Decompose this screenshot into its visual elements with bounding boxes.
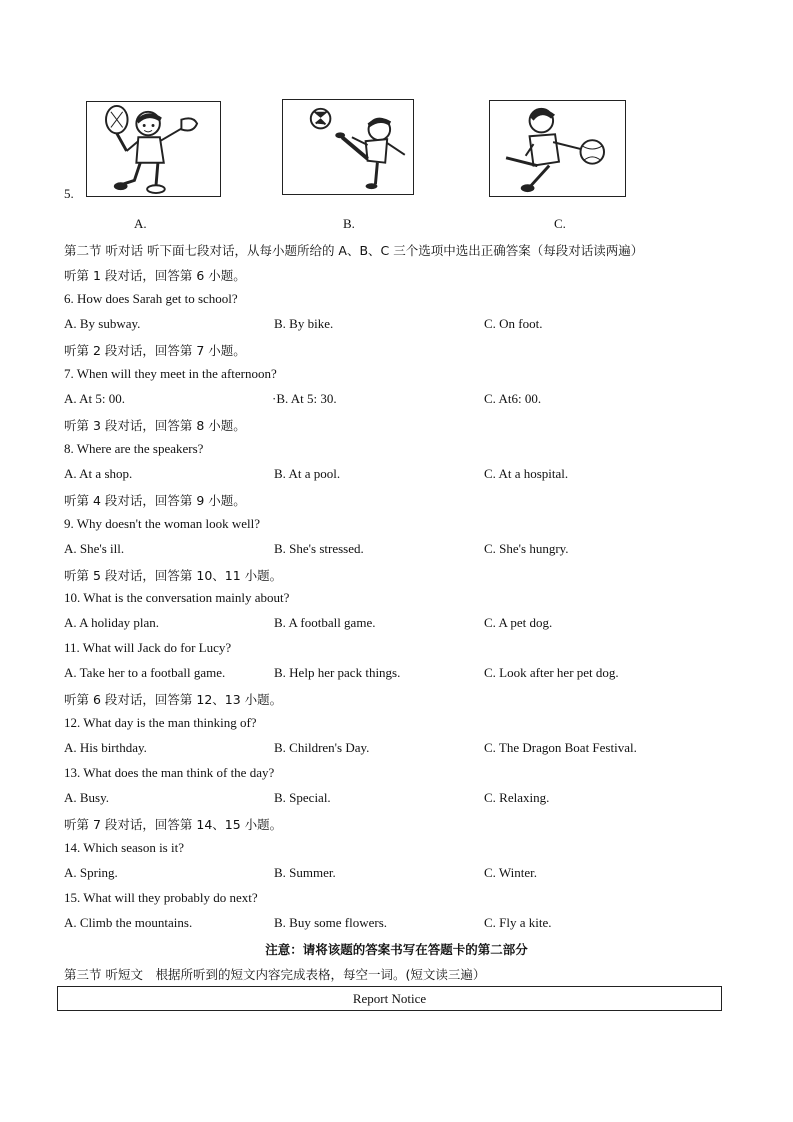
dialogue-7-intro: 听第 7 段对话，回答第 14、15 小题。 xyxy=(64,817,283,832)
q14-option-a: A. Spring. xyxy=(64,865,118,880)
tennis-boy-image xyxy=(86,101,221,197)
question-8: 8. Where are the speakers? xyxy=(64,441,204,456)
answer-sheet-notice: 注意：请将该题的答案书写在答题卡的第二部分 xyxy=(265,942,528,957)
q14-option-b: B. Summer. xyxy=(274,865,336,880)
q13-option-c: C. Relaxing. xyxy=(484,790,550,805)
q10-option-a: A. A holiday plan. xyxy=(64,615,159,630)
option-a-label: A. xyxy=(134,216,147,231)
option-c-label: C. xyxy=(554,216,566,231)
q11-option-a: A. Take her to a football game. xyxy=(64,665,226,680)
question-5-number: 5. xyxy=(64,186,74,201)
q6-option-c: C. On foot. xyxy=(484,316,543,331)
q7-option-c: C. At6: 00. xyxy=(484,391,542,406)
question-6: 6. How does Sarah get to school? xyxy=(64,291,238,306)
question-15: 15. What will they probably do next? xyxy=(64,890,258,905)
question-9: 9. Why doesn't the woman look well? xyxy=(64,516,260,531)
question-11: 11. What will Jack do for Lucy? xyxy=(64,640,232,655)
q9-option-b: B. She's stressed. xyxy=(274,541,364,556)
dialogue-3-intro: 听第 3 段对话，回答第 8 小题。 xyxy=(64,418,246,433)
question-12: 12. What day is the man thinking of? xyxy=(64,715,257,730)
q13-option-a: A. Busy. xyxy=(64,790,110,805)
q9-option-c: C. She's hungry. xyxy=(484,541,569,556)
dialogue-5-intro: 听第 5 段对话，回答第 10、11 小题。 xyxy=(64,568,283,583)
table-title: Report Notice xyxy=(352,991,427,1006)
q9-option-a: A. She's ill. xyxy=(64,541,125,556)
q7-option-b: ·B. At 5: 30. xyxy=(272,391,337,406)
option-b-label: B. xyxy=(343,216,355,231)
question-7: 7. When will they meet in the afternoon? xyxy=(64,366,277,381)
q10-option-b: B. A football game. xyxy=(274,615,376,630)
q8-option-c: C. At a hospital. xyxy=(484,466,569,481)
dialogue-2-intro: 听第 2 段对话，回答第 7 小题。 xyxy=(64,343,246,358)
section-3-instruction: 第三节 听短文 根据所听到的短文内容完成表格，每空一词。(短文读三遍） xyxy=(64,967,486,982)
dialogue-6-intro: 听第 6 段对话，回答第 12、13 小题。 xyxy=(64,692,283,707)
q6-option-a: A. By subway. xyxy=(64,316,141,331)
question-13: 13. What does the man think of the day? xyxy=(64,765,275,780)
question-14: 14. Which season is it? xyxy=(64,840,184,855)
q13-option-b: B. Special. xyxy=(274,790,331,805)
volleyball-boy-image xyxy=(489,100,626,197)
q10-option-c: C. A pet dog. xyxy=(484,615,553,630)
q12-option-c: C. The Dragon Boat Festival. xyxy=(484,740,637,755)
q14-option-c: C. Winter. xyxy=(484,865,538,880)
dialogue-1-intro: 听第 1 段对话，回答第 6 小题。 xyxy=(64,268,246,283)
q15-option-b: B. Buy some flowers. xyxy=(274,915,388,930)
q15-option-a: A. Climb the mountains. xyxy=(64,915,193,930)
report-notice-table xyxy=(57,986,722,1011)
q11-option-b: B. Help her pack things. xyxy=(274,665,401,680)
q11-option-c: C. Look after her pet dog. xyxy=(484,665,619,680)
q15-option-c: C. Fly a kite. xyxy=(484,915,552,930)
q12-option-b: B. Children's Day. xyxy=(274,740,370,755)
section-2-instruction: 第二节 听对话 听下面七段对话，从每小题所给的 A、B、C 三个选项中选出正确答案（每段对话读两遍） xyxy=(64,243,644,258)
q7-option-a: A. At 5: 00. xyxy=(64,391,126,406)
football-boy-image xyxy=(282,99,414,195)
dialogue-4-intro: 听第 4 段对话，回答第 9 小题。 xyxy=(64,493,246,508)
q6-option-b: B. By bike. xyxy=(274,316,334,331)
question-10: 10. What is the conversation mainly about? xyxy=(64,590,290,605)
q8-option-b: B. At a pool. xyxy=(274,466,341,481)
q12-option-a: A. His birthday. xyxy=(64,740,147,755)
q8-option-a: A. At a shop. xyxy=(64,466,133,481)
